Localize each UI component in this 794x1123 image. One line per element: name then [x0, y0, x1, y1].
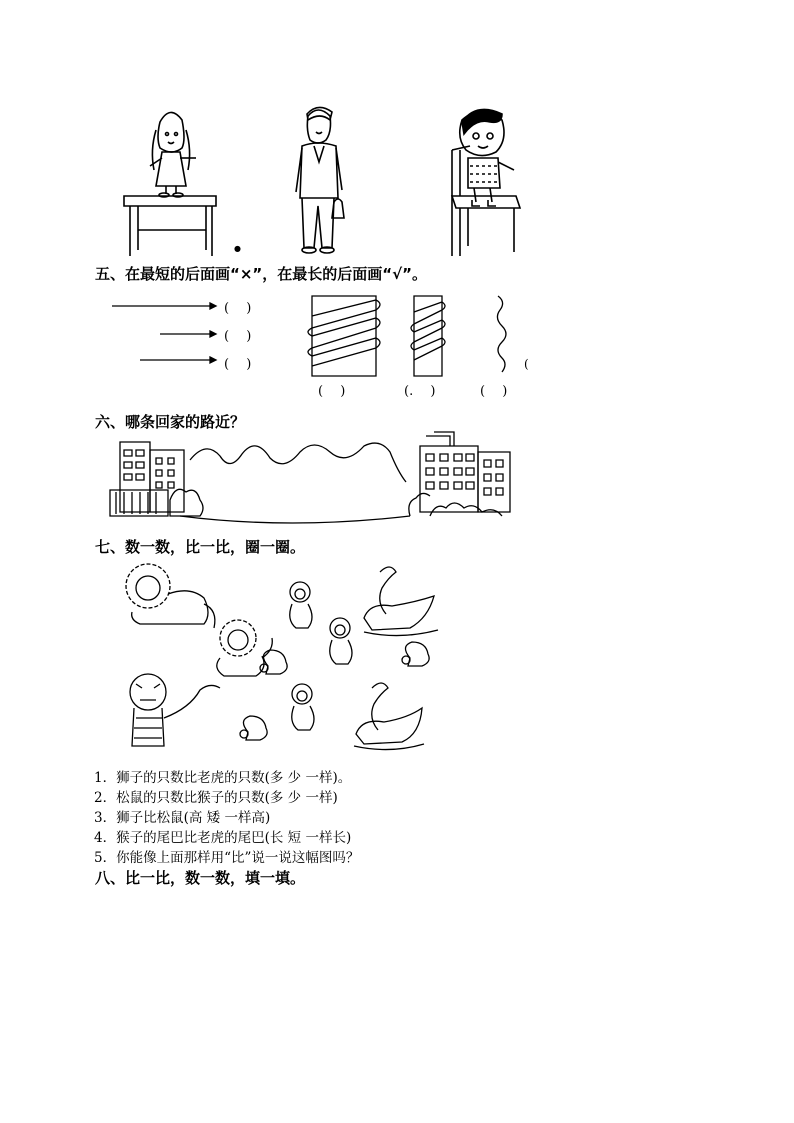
monkey-icon	[292, 684, 314, 730]
stray-dot: ●	[234, 244, 241, 253]
answer-blank-3[interactable]: ( )	[224, 357, 252, 372]
monkey-icon	[290, 582, 312, 628]
swan-icon	[354, 683, 424, 750]
building-icon	[110, 442, 203, 516]
question-2: 2．松鼠的只数比猴子的只数(多 少 一样)	[94, 790, 338, 806]
question-3: 3．狮子比松鼠(高 矮 一样高)	[94, 810, 271, 826]
squirrel-icon	[240, 716, 267, 740]
swan-icon	[364, 567, 438, 636]
arrow-lines-icon	[110, 298, 220, 368]
wide-rect-coil-icon	[304, 294, 384, 380]
wavy-line-icon	[490, 294, 520, 374]
cut-paren: (	[524, 357, 529, 371]
animal-counting-scene	[120, 558, 440, 754]
lion-icon	[126, 564, 215, 628]
apartment-icon	[409, 432, 510, 516]
answer-blank-6[interactable]: ( )	[480, 384, 508, 399]
answer-blank-5[interactable]: (. )	[404, 384, 436, 399]
section-eight-title: 八、比一比，数一数，填一填。	[95, 869, 306, 887]
route-home-scene	[110, 432, 520, 524]
man-standing-icon	[290, 102, 350, 257]
lion-icon	[217, 620, 272, 676]
answer-blank-4[interactable]: ( )	[318, 384, 346, 399]
question-5: 5．你能像上面那样用“比”说一说这幅图吗？	[94, 850, 360, 866]
section-five-title: 五、在最短的后面画“×”，在最长的后面画“√”。	[95, 265, 428, 283]
squirrel-icon	[402, 642, 429, 666]
answer-blank-2[interactable]: ( )	[224, 329, 252, 344]
tiger-icon	[130, 674, 220, 746]
section-seven-title: 七、数一数，比一比，圈一圈。	[95, 538, 306, 556]
answer-blank-1[interactable]: ( )	[224, 301, 252, 316]
question-4: 4．猴子的尾巴比老虎的尾巴(长 短 一样长)	[94, 830, 352, 846]
girl-on-table-icon	[120, 100, 220, 260]
narrow-rect-coil-icon	[408, 294, 448, 380]
boy-on-chair-icon	[440, 100, 530, 260]
section-six-title: 六、哪条回家的路近？	[95, 413, 246, 431]
question-1: 1．狮子的只数比老虎的只数(多 少 一样)。	[94, 770, 352, 786]
monkey-icon	[330, 618, 352, 664]
